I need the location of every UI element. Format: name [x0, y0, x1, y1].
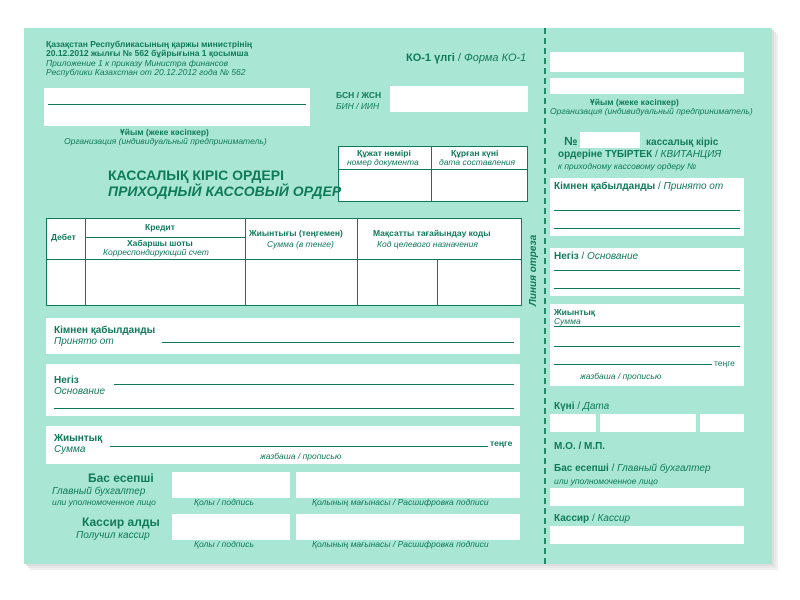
receipt-basis-field[interactable] — [550, 248, 744, 296]
receipt-sum-kz: Жиынтық — [554, 307, 595, 317]
chief-label-kz: Бас есепші — [88, 471, 154, 485]
order-kz: 20.12.2012 жылғы № 562 бұйрығына 1 қосымша — [46, 48, 249, 58]
chief-sign-caption: Қолы / подпись — [194, 497, 254, 507]
receipt-number-field[interactable] — [580, 132, 640, 148]
doc-date-field[interactable] — [434, 171, 524, 199]
receipt-cashier-signature[interactable] — [550, 526, 744, 544]
receipt-chief-label-2: или уполномоченное лицо — [554, 476, 658, 486]
chief-decode-caption: Қолының мағынасы / Расшифровка подписи — [312, 497, 489, 507]
doc-number-label-kz: Құжат нөмірі — [357, 148, 411, 158]
ministry-kz: Қазақстан Республикасының қаржы министрінің — [46, 39, 253, 49]
receipt-title-1: кассалық кіріс — [646, 137, 719, 148]
receipt-cashier-label: Кассир / Кассир — [554, 513, 631, 524]
org-label-kz: Ұйым (жеке кәсіпкер) — [120, 127, 209, 137]
purpose-cell-2[interactable] — [439, 261, 519, 303]
receipt-stamp: М.О. / М.П. — [554, 441, 606, 452]
republic-ru: Республики Казахстан от 20.12.2012 года № 562 — [46, 67, 246, 77]
receipt-date-day[interactable] — [550, 414, 596, 432]
title-kz: КАССАЛЫҚ КІРІС ОРДЕРІ — [108, 167, 284, 183]
col-sum-kz: Жиынтығы (теңгемен) — [249, 228, 343, 238]
chief-label-ru2: или уполномоченное лицо — [52, 497, 156, 507]
bin-label-ru: БИН / ИИН — [336, 101, 380, 111]
col-debit: Дебет — [51, 232, 76, 242]
doc-number-label-ru: номер документа — [347, 157, 419, 167]
title-ru: ПРИХОДНЫЙ КАССОВЫЙ ОРДЕР — [108, 183, 342, 199]
chief-decode-field[interactable] — [296, 472, 520, 498]
col-purpose-kz: Мақсатты тағайындау коды — [373, 228, 491, 238]
receipt-org-label-kz: Ұйым (жеке кәсіпкер) — [590, 97, 679, 107]
receipt-sum-words: жазбаша / прописью — [580, 371, 662, 381]
credit-cell[interactable] — [87, 261, 244, 303]
doc-date-label-kz: Құрған күні — [451, 148, 499, 158]
receipt-date-year[interactable] — [700, 414, 744, 432]
receipt-sum-ru: Сумма — [554, 316, 581, 326]
receipt-received-field[interactable] — [550, 178, 744, 236]
receipt-org-field-1[interactable] — [550, 52, 744, 72]
doc-number-date-box — [338, 146, 528, 202]
cut-line — [544, 28, 546, 564]
accounting-table — [46, 218, 522, 306]
receipt-date-label: Күні / Дата — [554, 401, 610, 412]
sum-cell[interactable] — [247, 261, 356, 303]
doc-number-field[interactable] — [341, 171, 429, 199]
cash-order-form — [24, 28, 772, 564]
receipt-basis-label: Негіз / Основание — [554, 251, 639, 262]
form-code: КО-1 үлгі / Форма КО-1 — [406, 52, 527, 64]
total-words: жазбаша / прописью — [260, 451, 342, 461]
receipt-chief-label: Бас есепші / Главный бухгалтер — [554, 463, 711, 474]
chief-signature-field[interactable] — [172, 472, 290, 498]
receipt-date-month[interactable] — [600, 414, 696, 432]
receipt-sum-tenge: теңге — [714, 358, 735, 368]
cashier-sign-caption: Қолы / подпись — [194, 539, 254, 549]
org-label-ru: Организация (индивидуальный предприниматель) — [64, 136, 267, 146]
col-corr-kz: Хабаршы шоты — [127, 238, 193, 248]
cashier-decode-field[interactable] — [296, 514, 520, 540]
receipt-title-2: ордеріне ТҮБІРТЕК / КВИТАНЦИЯ — [558, 149, 722, 160]
purpose-cell-1[interactable] — [359, 261, 436, 303]
cashier-label-ru: Получил кассир — [76, 530, 150, 541]
appendix-ru: Приложение 1 к приказу Министра финансов — [46, 58, 229, 68]
total-field[interactable] — [46, 426, 520, 464]
bin-label-kz: БСН / ЖСН — [336, 90, 382, 100]
total-label-kz: Жиынтық — [54, 433, 103, 444]
receipt-chief-signature[interactable] — [550, 488, 744, 506]
col-sum-ru: Сумма (в тенге) — [267, 239, 334, 249]
receipt-org-label-ru: Организация (индивидуальный предприниматель) — [550, 106, 753, 116]
cut-line-label: Линия отреза — [528, 234, 539, 306]
receipt-no-label: № — [564, 134, 578, 148]
receipt-received-label: Кімнен қабылданды / Принято от — [554, 181, 724, 192]
org-field[interactable] — [44, 88, 310, 126]
total-tenge: теңге — [490, 438, 513, 448]
cashier-decode-caption: Қолының мағынасы / Расшифровка подписи — [312, 539, 489, 549]
col-credit: Кредит — [145, 222, 175, 232]
receipt-org-field-2[interactable] — [550, 78, 744, 94]
cashier-signature-field[interactable] — [172, 514, 290, 540]
total-label-ru: Сумма — [54, 444, 86, 455]
received-label-kz: Кімнен қабылданды — [54, 325, 156, 336]
col-purpose-ru: Код целевого назначения — [377, 239, 478, 249]
doc-date-label-ru: дата составления — [439, 157, 516, 167]
chief-label-ru: Главный бухгалтер — [52, 486, 146, 497]
receipt-title-3: к приходному кассовому ордеру № — [558, 161, 697, 171]
col-corr-ru: Корреспондирующий счет — [103, 247, 209, 257]
basis-label-kz: Негіз — [54, 375, 79, 386]
received-label-ru: Принято от — [54, 336, 114, 347]
received-from-field[interactable] — [46, 318, 520, 354]
cashier-label-kz: Кассир алды — [82, 515, 160, 529]
receipt-sum-field[interactable] — [550, 304, 744, 386]
debit-cell[interactable] — [48, 261, 84, 303]
basis-field[interactable] — [46, 364, 520, 416]
basis-label-ru: Основание — [54, 386, 106, 397]
bin-field[interactable] — [390, 86, 528, 112]
